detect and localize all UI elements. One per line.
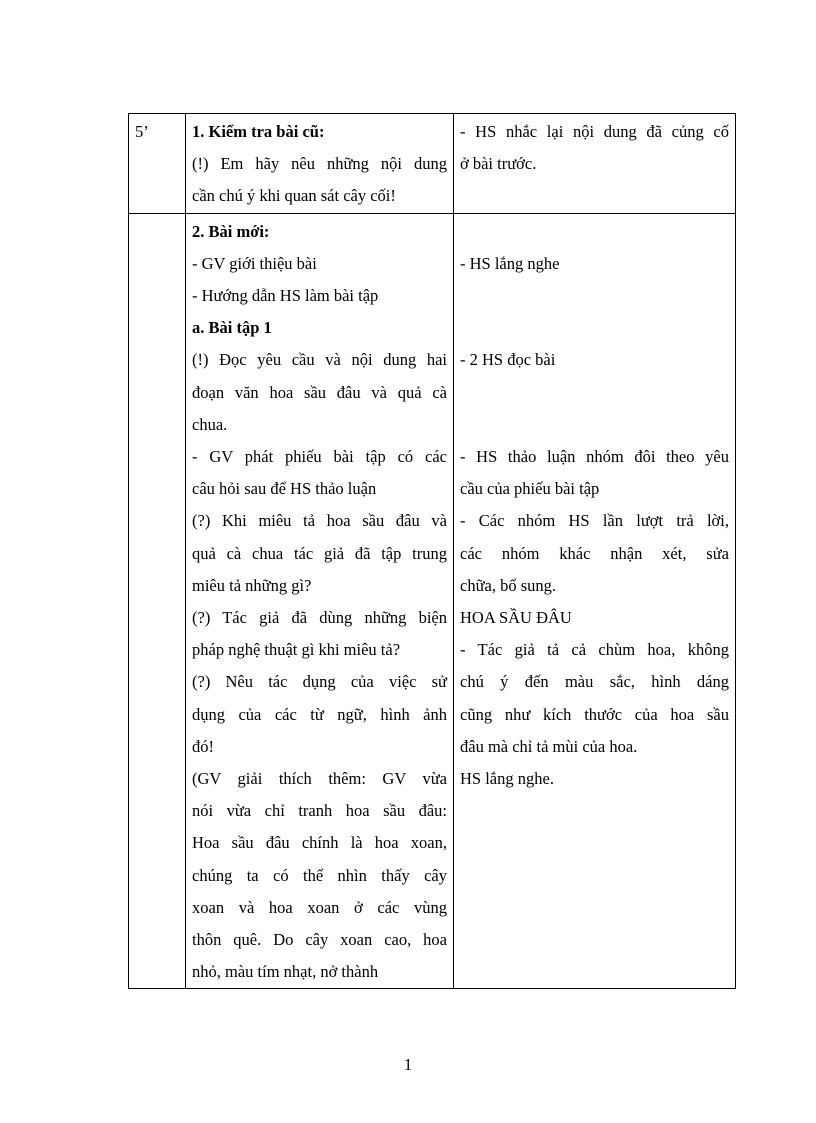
text-line: (?) Khi miêu tả hoa sầu đâu và [192, 511, 447, 531]
text-line: - GV phát phiếu bài tập có các [192, 447, 447, 467]
section-heading: 1. Kiểm tra bài cũ: [192, 122, 325, 141]
text-line: - HS thảo luận nhóm đôi theo yêu [460, 446, 729, 466]
text-line: cần chú ý khi quan sát cây cối! [192, 186, 396, 206]
text-line: - GV giới thiệu bài [192, 253, 317, 273]
text-line: Hoa sầu đâu chính là hoa xoan, [192, 833, 447, 853]
text-line: chữa, bổ sung. [460, 575, 557, 595]
text-line: nhỏ, màu tím nhạt, nở thành [192, 962, 379, 982]
text-line: quả cà chua tác giả đã tập trung [192, 543, 447, 563]
text-line: đâu mà chỉ tả mùi của hoa. [460, 736, 638, 756]
text-line: - Hướng dẫn HS làm bài tập [192, 286, 379, 306]
text-line: dụng của các từ ngữ, hình ảnh [192, 704, 447, 724]
text-line: (!) Đọc yêu cầu và nội dung hai [192, 350, 447, 370]
text-line: thôn quê. Do cây xoan cao, hoa [192, 930, 447, 950]
text-line: (!) Em hãy nêu những nội dung [192, 154, 447, 174]
text-line: đó! [192, 736, 214, 756]
teacher-activity-cell [186, 114, 454, 214]
page-number: 1 [403, 1055, 413, 1074]
teacher-activity-cell [186, 213, 454, 989]
student-activity-cell [454, 114, 736, 214]
text-line: đoạn văn hoa sầu đâu và quả cà [192, 382, 447, 402]
table-row [129, 213, 736, 989]
text-line: chú ý đến màu sắc, hình dáng [460, 672, 729, 692]
text-line: các nhóm khác nhận xét, sửa [460, 543, 729, 563]
text-line: - Các nhóm HS lần lượt trả lời, [460, 511, 729, 531]
text-line: chua. [192, 414, 228, 434]
text-line: HS lắng nghe. [460, 768, 554, 788]
text-line: pháp nghệ thuật gì khi miêu tả? [192, 640, 401, 660]
text-line: - 2 HS đọc bài [460, 350, 556, 370]
time-label: 5’ [135, 122, 149, 141]
text-line: chúng ta có thể nhìn thấy cây [192, 865, 447, 885]
text-line: ở bài trước. [460, 154, 537, 174]
time-cell [129, 213, 186, 989]
table-row [129, 114, 736, 214]
text-line: - HS nhắc lại nội dung đã củng cố [460, 122, 729, 141]
text-line: - Tác giả tả cả chùm hoa, không [460, 640, 729, 660]
time-cell [129, 114, 186, 214]
section-heading: HOA SẦU ĐÂU [460, 607, 572, 627]
text-line: xoan và hoa xoan ở các vùng [192, 897, 447, 917]
lesson-plan-table [128, 113, 736, 989]
text-line: (GV giải thích thêm: GV vừa [192, 769, 447, 789]
text-line: - HS lắng nghe [460, 253, 560, 273]
text-line: (?) Nêu tác dụng của việc sử [192, 672, 447, 692]
section-heading: a. Bài tập 1 [192, 318, 272, 338]
text-line: miêu tả những gì? [192, 575, 312, 595]
section-heading: 2. Bài mới: [192, 221, 270, 241]
text-line: nói vừa chỉ tranh hoa sầu đâu: [192, 801, 447, 821]
text-line: (?) Tác giả đã dùng những biện [192, 608, 447, 628]
text-line: cũng như kích thước của hoa sầu [460, 704, 729, 724]
text-line: cầu của phiếu bài tập [460, 479, 600, 499]
student-activity-cell [454, 213, 736, 989]
text-line: câu hỏi sau để HS thảo luận [192, 479, 377, 499]
